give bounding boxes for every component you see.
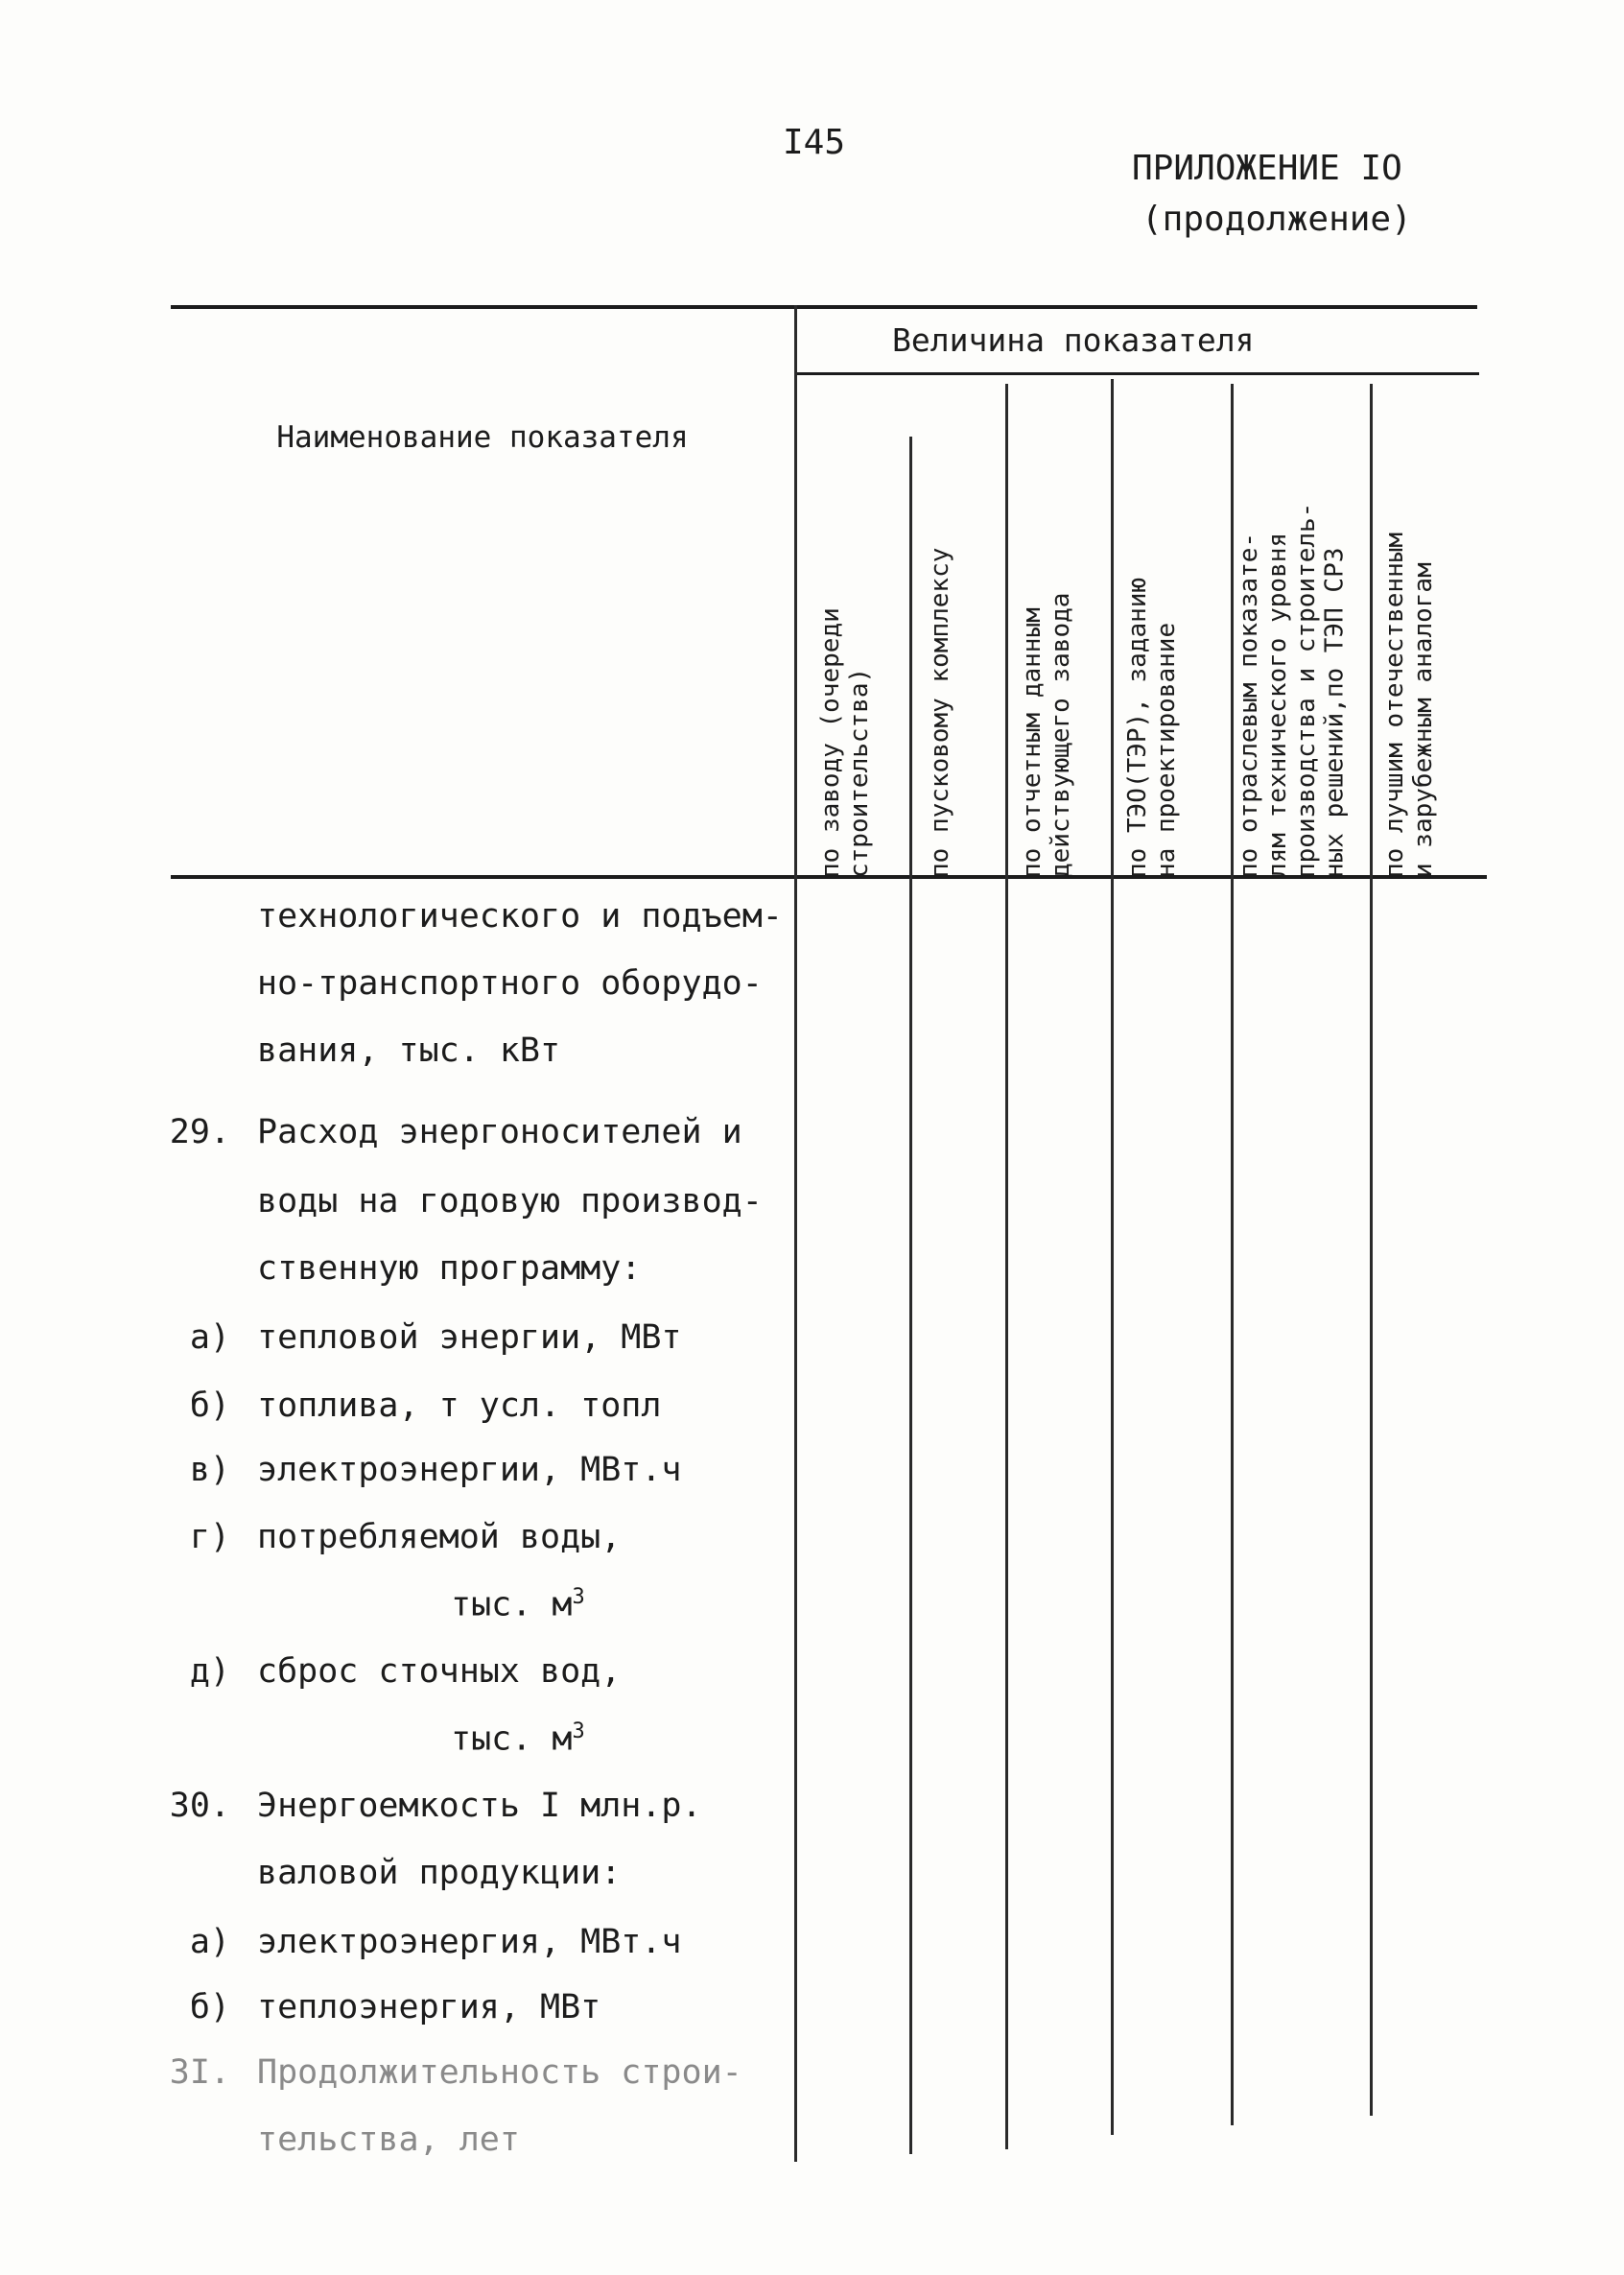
row-number: а) [189, 1923, 230, 1961]
column-header-feasibility-study: по ТЭО(ТЭР), заданию на проектирование [1123, 577, 1181, 878]
row-label: сброс сточных вод, [257, 1652, 622, 1691]
row-label: топлива, т усл. топл [257, 1386, 662, 1425]
row-number: д) [189, 1652, 230, 1691]
row-label: теплоэнергия, МВт [257, 1988, 601, 2026]
row-label: тыс. $м^3$ [451, 1585, 585, 1624]
row-label: тепловой энергии, МВт [257, 1318, 682, 1357]
column-divider [1231, 384, 1234, 2125]
row-number: б) [189, 1988, 230, 2026]
column-divider [1111, 379, 1114, 2135]
column-divider [1370, 384, 1373, 2116]
row-label: потребляемой воды, [257, 1518, 622, 1556]
row-number: в) [189, 1451, 230, 1489]
column-divider [794, 305, 797, 2162]
unit-superscript: 3 [572, 1585, 585, 1609]
row-number: 3I. [169, 2053, 230, 2092]
row-number: 30. [169, 1787, 230, 1825]
row-number: г) [189, 1518, 230, 1556]
unit-superscript: 3 [572, 1719, 585, 1743]
appendix-subtitle: (продолжение) [1142, 200, 1412, 239]
row-label: электроэнергии, МВт.ч [257, 1451, 682, 1489]
column-header-plant: по заводу (очереди строительства) [816, 607, 874, 878]
column-header-startup-complex: по пусковому комплексу [926, 547, 954, 878]
column-divider [1005, 384, 1008, 2149]
row-label: валовой продукции: [257, 1854, 622, 1892]
row-label: тыс. $м^3$ [451, 1719, 585, 1759]
row-number: б) [189, 1386, 230, 1425]
row-label: электроэнергия, МВт.ч [257, 1923, 682, 1961]
name-header: Наименование показателя [276, 420, 689, 455]
row-number: 29. [169, 1113, 230, 1151]
row-label: Продолжительность строи- [257, 2053, 742, 2092]
row-label: ственную программу: [257, 1249, 642, 1288]
value-header-rule [796, 372, 1479, 375]
column-header-existing-plant: по отчетным данным действующего завода [1018, 592, 1075, 878]
column-divider [909, 437, 912, 2154]
row-number: а) [189, 1318, 230, 1357]
row-label: но-транспортного оборудо- [257, 964, 763, 1003]
row-label: тельства, лет [257, 2121, 520, 2159]
page-number: I45 [783, 123, 846, 162]
row-label: вания, тыс. кВт [257, 1031, 561, 1070]
row-label: Энергоемкость I млн.р. [257, 1787, 702, 1825]
row-label: воды на годовую производ- [257, 1182, 763, 1220]
column-header-best-analogues: по лучшим отечественным и зарубежным аналогам [1380, 532, 1438, 878]
row-label: технологического и подъем- [257, 897, 783, 936]
value-header: Величина показателя [892, 321, 1255, 359]
table-top-rule [171, 305, 1477, 309]
column-header-industry-indicators: по отраслевым показате- лям технического уровня производства и строитель- ных решений,по ТЭП СРЗ [1235, 502, 1350, 878]
appendix-title: ПРИЛОЖЕНИЕ IО [1132, 149, 1402, 188]
row-label: Расход энергоносителей и [257, 1113, 742, 1151]
